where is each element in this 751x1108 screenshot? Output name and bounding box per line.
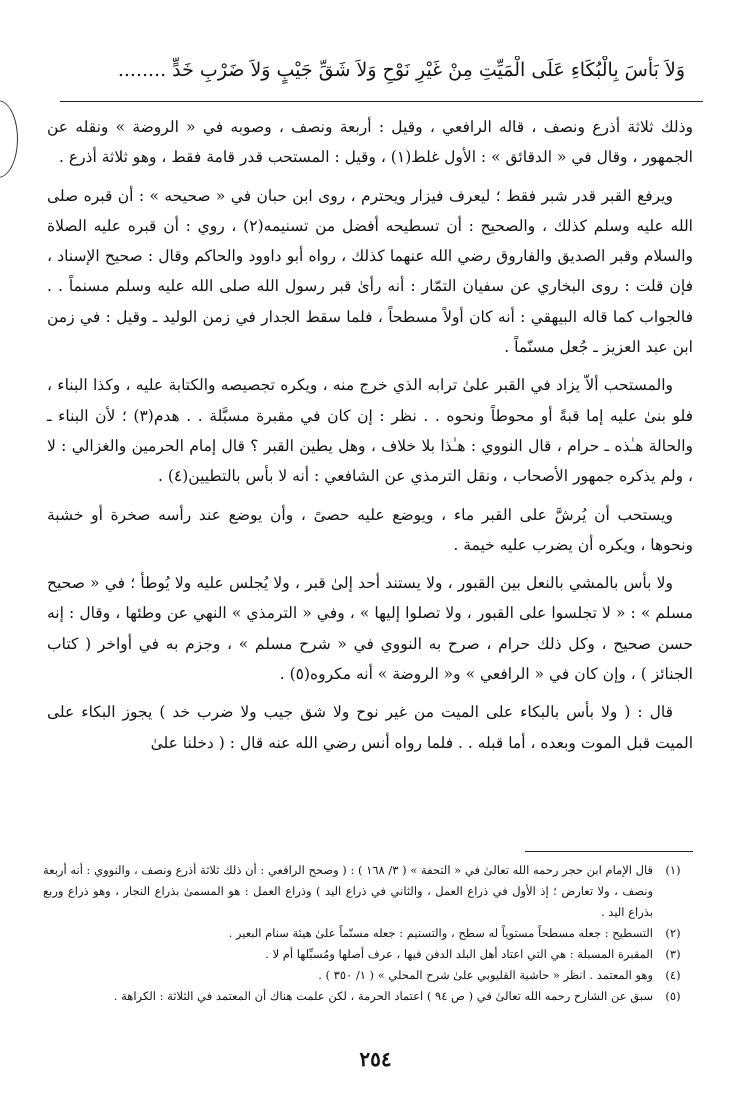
paragraph-3: والمستحب ألاّ يزاد في القبر علىٰ ترابه الذي خرج منه ، ويكره تجصيصه والكتابة عليه ، وكذا البناء ، فلو بنىٰ عليه إما قبةً أو محوطاً ونحوه . . نظر : إن كان في مقبرة مسبَّلة . . هدم(٣) ؛ لأن البناء ـ والحالة هـٰذه ـ حرام ، قال النووي : هـٰذا بلا خلاف ، وهل يطين القبر ؟ قال إمام الحرمين والغزالي : لا ، ولم يذكره جمهور الأصحاب ، ونقل الترمذي عن الشافعي : أنه لا بأس بالتطيين(٤) .: [47, 376, 694, 486]
footnote-4: [43, 965, 693, 986]
page-number: ٢٥٤: [359, 1047, 392, 1071]
paragraph-2: ويرفع القبر قدر شبر فقط ؛ ليعرف فيزار ويحترم ، روى ابن حبان في « صحيحه » : أن قبره صلى الله عليه وسلم كذلك ، والصحيح : أن تسطيحه أفضل من تسنيمه(٢) ، روي : أن قبره عليه الصلاة والسلام وقبر الصديق والفاروق رضي الله عنهما كذلك ، رواه أبو داوود والحاكم وقال : صحيح الإسناد ، فإن قلت : روى البخاري عن سفيان التمّار : أنه رأىٰ قبر رسول الله صلى الله عليه وسلم مسنماً . . فالجواب كما قاله البيهقي : أنه كان أولاً مسطحاً ، فلما سقط الجدار في زمن الوليد ـ وقيل : في زمن ابن عبد العزيز ـ جُعل مسنّماً .: [47, 186, 693, 357]
footnote-number: (٤): [665, 968, 681, 982]
main-text: [47, 112, 693, 766]
running-header: وَلاَ بَأْسَ بِالْبُكَاءِ عَلَى الْمَيِّتِ مِنْ غَيْرِ نَوْحٍ وَلاَ شَقِّ جَيْبٍ وَلاَ ضَرْبِ خَدٍّ ........: [117, 59, 685, 81]
footnote-2: [43, 923, 693, 944]
footnote-number: (٢): [665, 926, 681, 940]
footnotes: [43, 860, 693, 1007]
paragraph-4: ويستحب أن يُرشَّ على القبر ماء ، ويوضع عليه حصىً ، وأن يوضع عند رأسه صخرة أو خشبة ونحوها ، ويكره أن يضرب عليه خيمة .: [47, 505, 693, 554]
margin-bracket: [0, 100, 18, 178]
footnote-text: قال الإمام ابن حجر رحمه الله تعالىٰ في « التحفة » ( ٣/ ١٦٨ ) : ( وصحح الرافعي : أن ذلك ثلاثة أذرع ونصف ، والنووي : أنه أربعة ونصف ، ولا تعارض ؛ إذ الأول في ذراع العمل ، والثاني في ذراع اليد ) وذراع العمل : هو المسمىٰ بذراع النجار ، وهو ذراع وربع بذراع اليد .: [43, 863, 654, 919]
footnote-1: [43, 860, 693, 923]
footnote-number: (٣): [665, 947, 681, 961]
footnote-text: التسطيح : جعله مسطحاً مستوياً له سطح ، والتسنيم : جعله مسنّماً علىٰ هيئة سنام البعير .: [228, 926, 653, 940]
footnote-divider: [525, 851, 693, 852]
paragraph-5: ولا بأس بالمشي بالنعل بين القبور ، ولا يستند أحد إلىٰ قبر ، ولا يُجلس عليه ولا يُوطأ ؛ في « صحيح مسلم » : « لا تجلسوا على القبور ، ولا تصلوا إليها » ، وفي « الترمذي » النهي عن وطئها ، وقال : إنه حسن صحيح ، وكل ذلك حرام ، صرح به النووي في « شرح مسلم » ، وجزم به في أواخر ( كتاب الجنائز ) ، وإن كان في « الرافعي » و« الروضة » أنه مكروه(٥) .: [47, 574, 693, 684]
footnote-3: [43, 944, 693, 965]
footnote-number: (١): [665, 863, 681, 877]
paragraph-6: قال : ( ولا بأس بالبكاء على الميت من غير نوح ولا شق جيب ولا ضرب خد ) يجوز البكاء على الميت قبل الموت وبعده ، أما قبله . . فلما رواه أنس رضي الله عنه قال : ( دخلنا علىٰ: [47, 703, 693, 752]
footnote-text: وهو المعتمد . انظر « حاشية القليوبي علىٰ شرح المحلي » ( ١/ ٣٥٠ ) .: [318, 968, 653, 982]
paragraph-1: وذلك ثلاثة أذرع ونصف ، قاله الرافعي ، وقيل : أربعة ونصف ، وصوبه في « الروضة » ونقله عن الجمهور ، وقال في « الدقائق » : الأول غلط(١) ، وقيل : المستحب قدر قامة فقط ، وهو ثلاثة أذرع .: [47, 118, 693, 167]
footnote-text: سبق عن الشارح رحمه الله تعالىٰ في ( ص ٩٤ ) اعتماد الحرمة ، لكن علمت هناك أن المعتمد في الثلاثة : الكراهة .: [113, 989, 653, 1003]
header-divider: [60, 101, 703, 102]
footnote-5: [43, 986, 693, 1007]
footnote-number: (٥): [665, 989, 681, 1003]
footnote-text: المقبرة المسبلة : هي التي اعتاد أهل البلد الدفن فيها ، عرف أصلها ومُسبِّلها أم لا .: [265, 947, 653, 961]
